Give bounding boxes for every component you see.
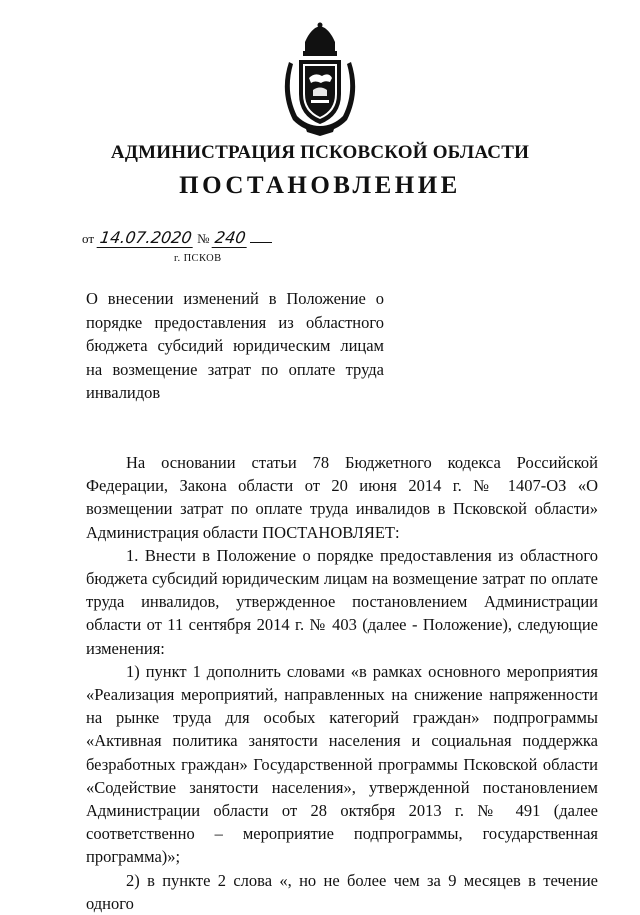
number-underline (250, 242, 272, 243)
body-paragraph: 1) пункт 1 дополнить словами «в рамках основного мероприятия «Реализация мероприятий, направленных на снижение напряженности на рынке труда для особых категорий граждан» подпрограммы «Активная политика занятости населения и социальная поддержка безработных граждан» Государственной программы Псковской области «Содействие занятости населения», утвержденной постановлением Администрации области от 28 октября 2013 г. № 491 (далее соответственно – мероприятие подпрограммы, государственная программа)»; (86, 661, 598, 867)
pskov-coat-of-arms-icon (275, 22, 365, 137)
body-paragraph: На основании статьи 78 Бюджетного кодекса Российской Федерации, Закона области от 20 июня 2014 г. № 1407-ОЗ «О возмещении затрат по оплате труда инвалидов в Псковской области» Администрация области ПОСТАНОВЛЯЕТ: (86, 453, 598, 542)
document-type: ПОСТАНОВЛЕНИЕ (179, 172, 461, 199)
date-number-line (82, 228, 272, 248)
organization-title: АДМИНИСТРАЦИЯ ПСКОВСКОЙ ОБЛАСТИ (110, 142, 530, 163)
document-body (86, 451, 598, 915)
body-paragraph: 1. Внести в Положение о порядке предоставления из областного бюджета субсидий юридическим лицам на возмещение затрат по оплате труда инвалидов, утвержденное постановлением Администрации области от 11 сентября 2014 г. № 403 (далее - Положение), следующие изменения: (86, 545, 598, 658)
city: г. ПСКОВ (174, 253, 222, 264)
number-value: 240 (212, 228, 249, 248)
date-value: 14.07.2020 (96, 228, 194, 248)
document-subject: О внесении изменений в Положение о порядке предоставления из областного бюджета субсидий юридическим лицам на возмещение затрат по оплате труда инвалидов (86, 289, 384, 402)
body-paragraph: 2) в пункте 2 слова «, но не более чем за 9 месяцев в течение одного (86, 870, 598, 913)
number-label: № (197, 231, 210, 246)
date-label: от (82, 231, 95, 246)
